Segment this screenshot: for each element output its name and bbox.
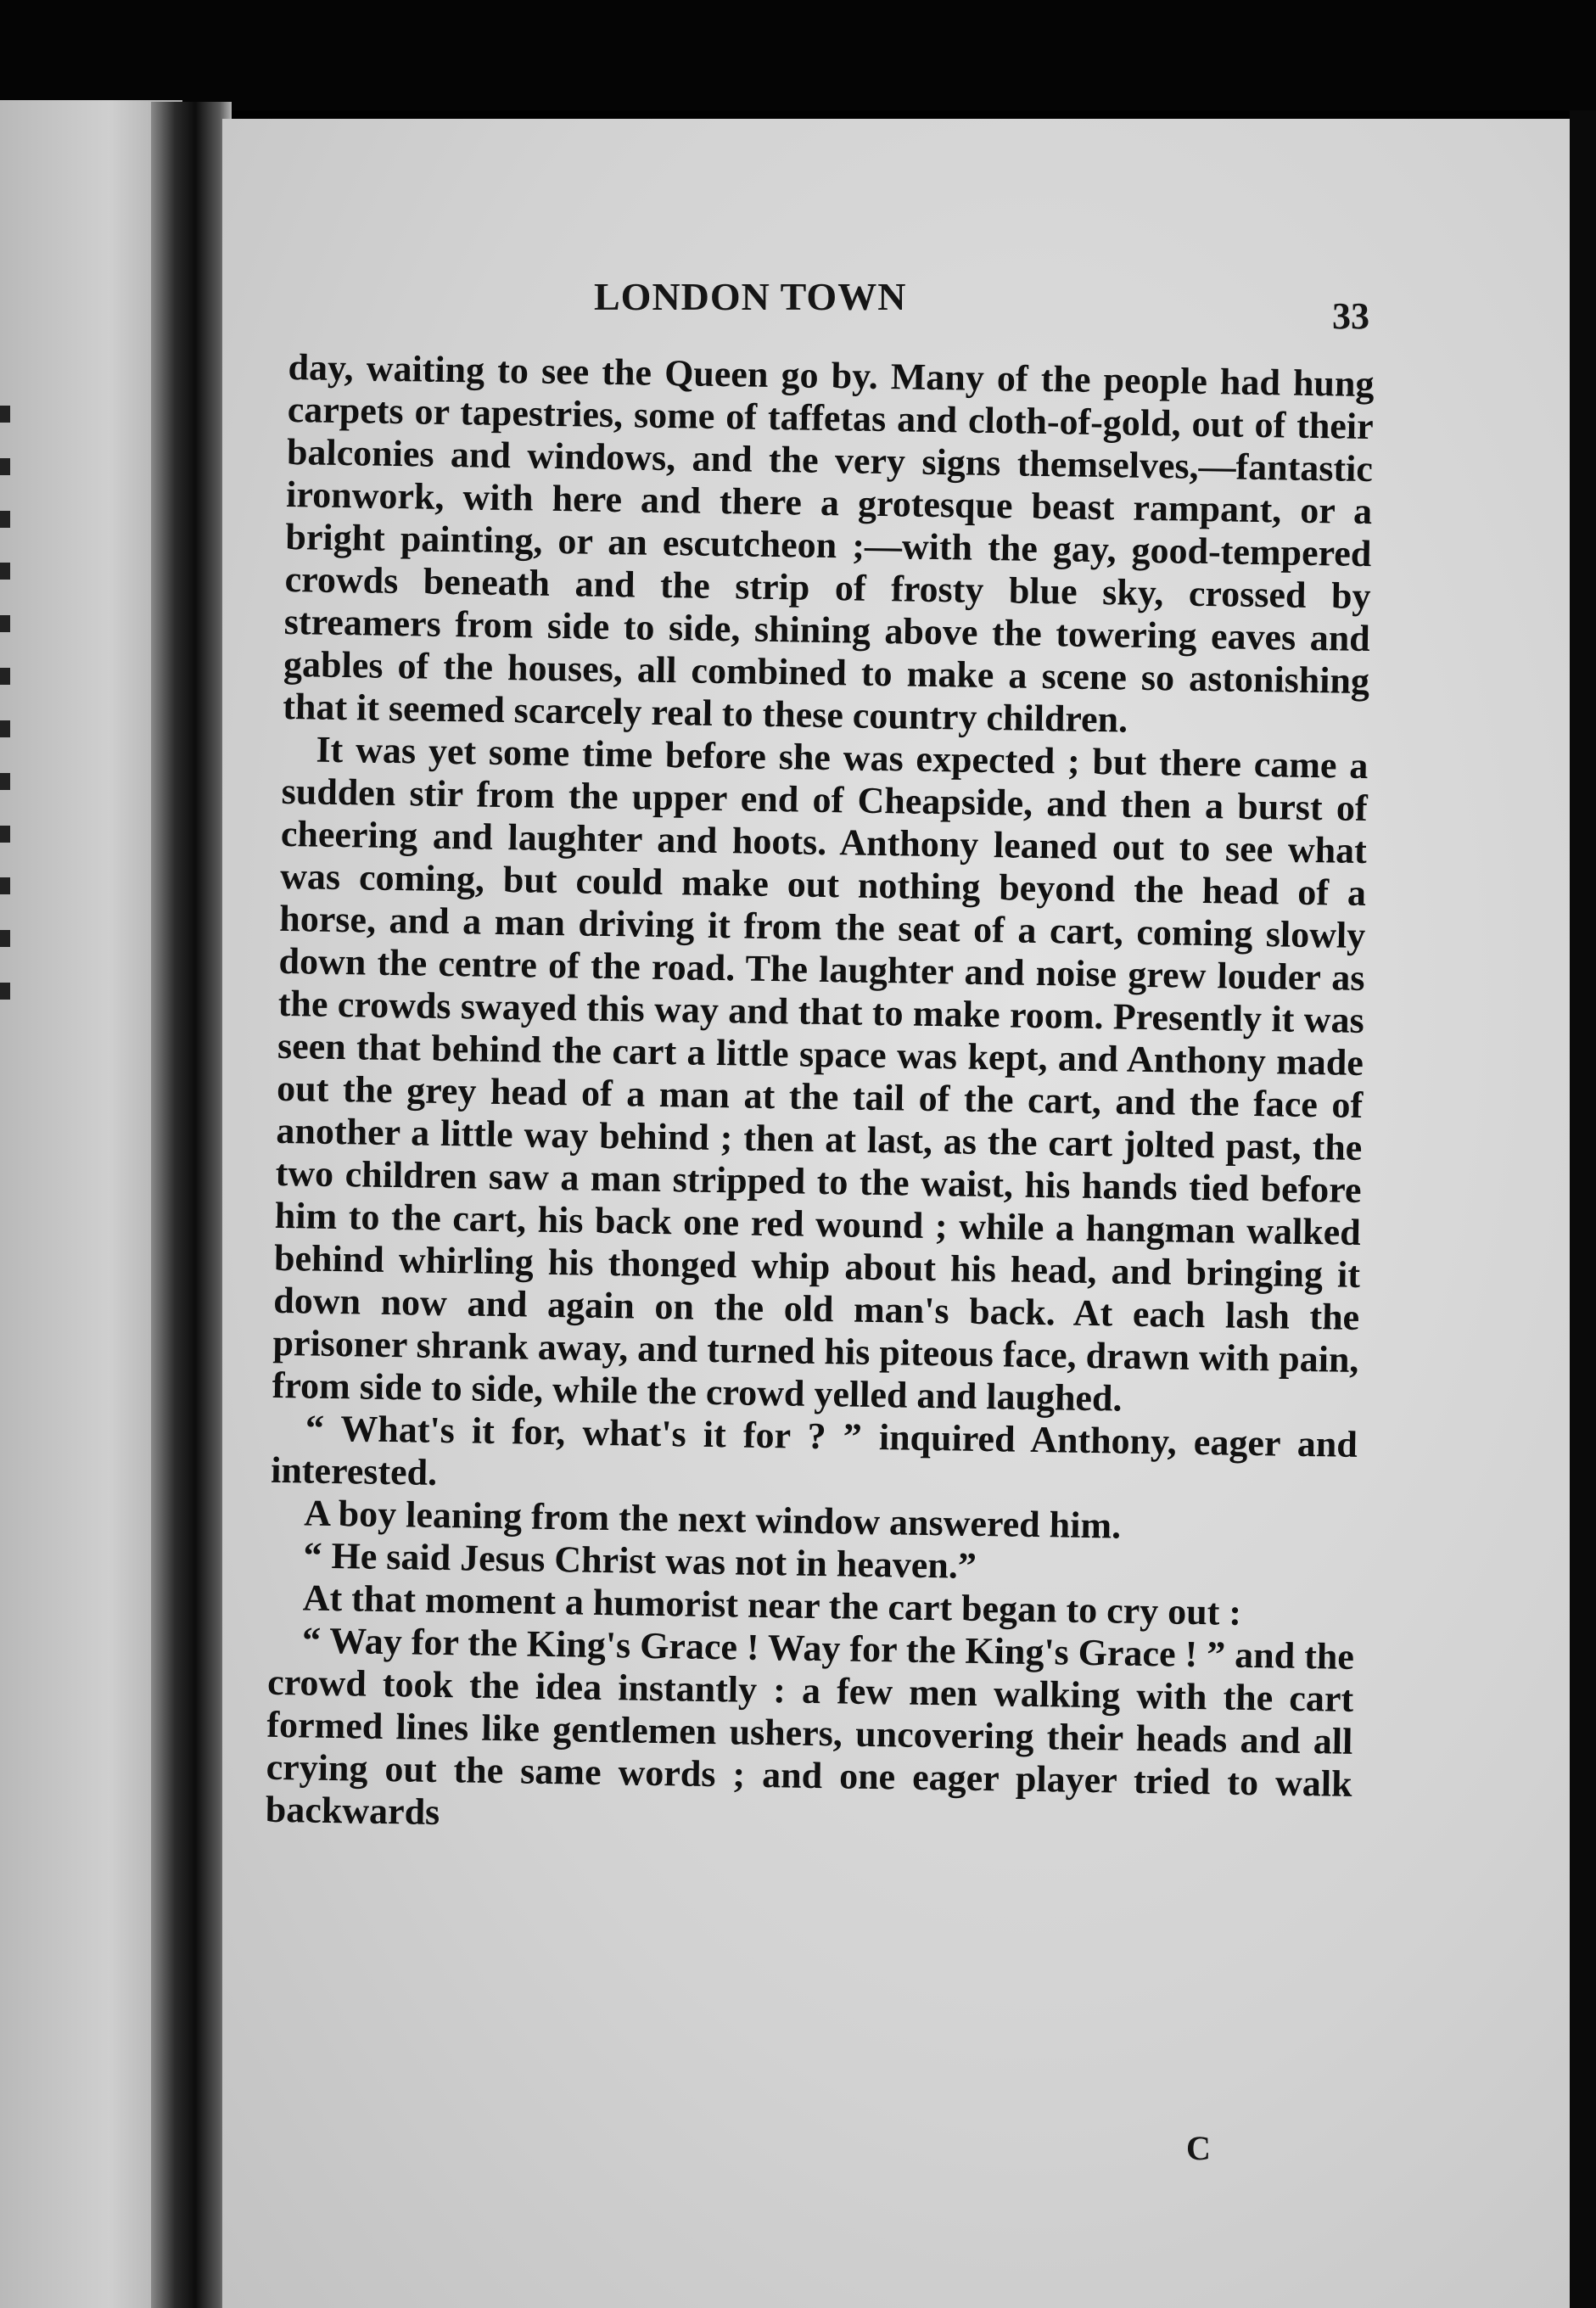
page-number: 33 — [1332, 295, 1369, 337]
scan-top-border — [0, 0, 1596, 110]
paragraph: “ He said Jesus Christ was not in heaven.” — [303, 1534, 977, 1587]
book-gutter-shadow — [151, 102, 232, 2308]
paragraph: “ Way for the King's Grace ! Way for the King's Grace ! ” and the crowd took the idea instantly : a few men walking with the cart formed lines like gentlemen ushers, uncovering their heads and all crying out the same words ; and one eager player tried to walk backwards — [265, 1619, 1355, 1834]
paragraph: day, waiting to see the Queen go by. Many of the people had hung carpets or tapestries, some of taffetas and cloth-of-gold, out of their balconies and windows, and the very signs themselves,—fantastic ironwork, with here and there a grotesque beast rampant, or a bright painting, or an escutcheon ;—with the gay, good-tempered crowds beneath and the strip of frosty blue sky, crossed by streamers from side to side, shining above the towering eaves and gables of the houses, all combined to make a scene so astonishing that it seemed scarcely real to these country children. — [282, 346, 1375, 741]
paragraph: At that moment a humorist near the cart began to cry out : — [302, 1577, 1242, 1633]
paragraph: It was yet some time before she was expected ; but there came a sudden stir from the upper end of Cheapside, and then a burst of cheering and laughter and hoots. Anthony leaned out to see what was coming, but could make out nothing beyond the head of a horse, and a man driving it from the seat of a cart, coming slowly down the centre of the road. The laughter and noise grew louder as the crowds swayed this way and that to make room. Presently it was seen that behind the cart a little space was kept, and Anthony made out the grey head of a man at the tail of the cart, and the face of another a little way behind ; then at last, as the cart jolted past, the two children saw a man stripped to the waist, his hands tied before him to the cart, his back one red wound ; while a hangman walked behind whirling his thonged whip about his head, and bringing it down now and again on the old man's back. At each lash the prisoner shrank away, and turned his piteous face, drawn with pain, from side to side, while the crowd yelled and laughed. — [272, 728, 1369, 1420]
facing-page-text-fragments — [0, 406, 14, 1000]
signature-mark: C — [1186, 2129, 1211, 2167]
paragraph: “ What's it for, what's it for ? ” inquired Anthony, eager and interested. — [270, 1407, 1358, 1493]
scan-right-border — [1570, 110, 1596, 2308]
running-head: LONDON TOWN — [594, 275, 907, 318]
paragraph: A boy leaning from the next window answered him. — [304, 1492, 1122, 1547]
body-text — [266, 346, 1375, 1848]
